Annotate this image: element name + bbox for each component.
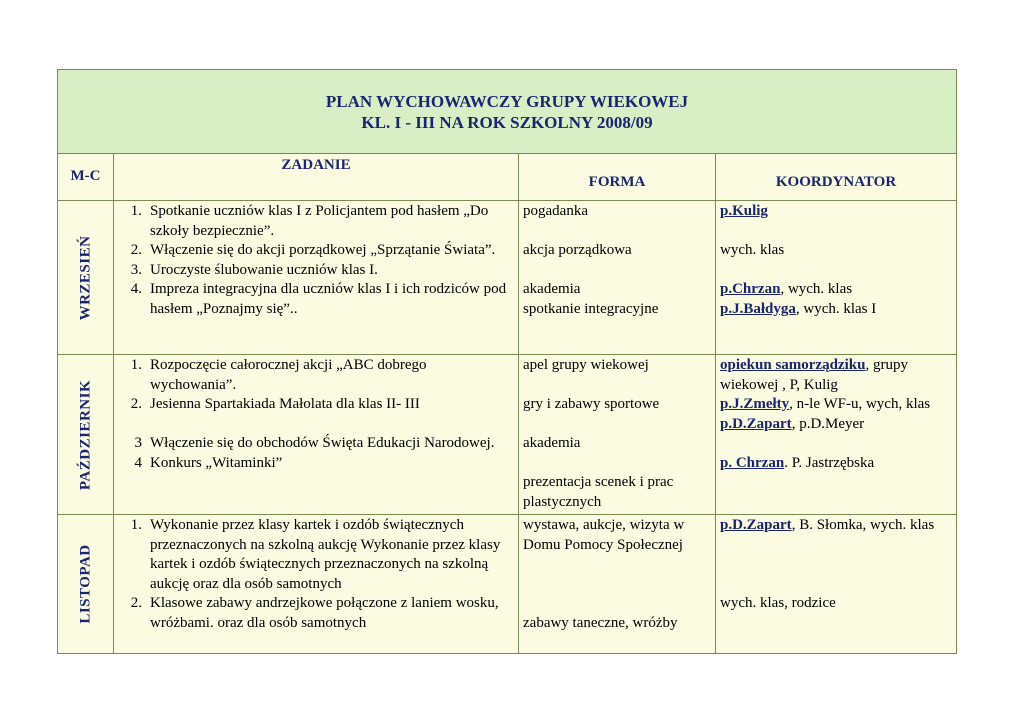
- list-item: 2. Włączenie się do akcji porządkowej „Sprzątanie Świata”.: [130, 242, 496, 258]
- header-mc: M-C: [58, 154, 114, 201]
- month-cell: [58, 355, 114, 515]
- month-cell: [58, 515, 114, 654]
- table-header-row: [58, 154, 957, 201]
- list-item: 3. Uroczyste ślubowanie uczniów klas I.: [130, 261, 378, 278]
- table-row: [58, 355, 957, 515]
- header-koordynator: KOORDYNATOR: [716, 154, 957, 201]
- month-label: PAŹDZIERNIK: [76, 379, 93, 490]
- koordynator-cell: opiekun samorządziku, grupy wiekowej , P, Kulig p.J.Zmełty, n-le WF-u, wych, klas p.D.Zapart, p.D.Meyer p. Chrzan. P. Jastrzębska: [716, 355, 957, 515]
- list-item: 2. Klasowe zabawy andrzejkowe połączone z laniem wosku, wróżbami. oraz dla osób samotnych: [130, 595, 499, 631]
- header-forma: FORMA: [519, 154, 716, 201]
- month-cell: [58, 201, 114, 355]
- task-cell: [114, 355, 519, 515]
- plan-table: [57, 69, 957, 654]
- month-label: LISTOPAD: [76, 544, 93, 624]
- list-item: 1. Rozpoczęcie całorocznej akcji „ABC dobrego wychowania”.: [130, 357, 427, 393]
- header-zadanie: ZADANIE: [114, 154, 519, 201]
- forma-cell: pogadanka akcja porządkowa akademia spotkanie integracyjne: [519, 201, 716, 355]
- list-item: 1. Wykonanie przez klasy kartek i ozdób świątecznych przeznaczonych na szkolną aukcję Wykonanie przez klasy kartek i ozdób świątecznych przeznaczonych na szkolną aukcję oraz dla osób samotnych: [130, 517, 501, 592]
- month-label: WRZESIEŃ: [76, 235, 93, 320]
- table-row: [58, 515, 957, 654]
- task-cell: [114, 201, 519, 355]
- document-title: [58, 70, 957, 154]
- forma-cell: apel grupy wiekowej gry i zabawy sportowe akademia prezentacja scenek i prac plastycznych: [519, 355, 716, 515]
- list-item: 3 Włączenie się do obchodów Święta Edukacji Narodowej.: [134, 435, 495, 451]
- table-row: [58, 201, 957, 355]
- list-item: 1. Spotkanie uczniów klas I z Policjantem pod hasłem „Do szkoły bezpiecznie”.: [130, 203, 489, 239]
- forma-cell: wystawa, aukcje, wizyta w Domu Pomocy Społecznej zabawy taneczne, wróżby: [519, 515, 716, 654]
- task-cell: [114, 515, 519, 654]
- title-line-2: KL. I - III NA ROK SZKOLNY 2008/09: [361, 112, 653, 132]
- list-item: 4. Impreza integracyjna dla uczniów klas I i ich rodziców pod hasłem „Poznajmy się”..: [130, 281, 507, 317]
- list-item: 2. Jesienna Spartakiada Małolata dla klas II- III: [130, 396, 420, 412]
- title-line-1: PLAN WYCHOWAWCZY GRUPY WIEKOWEJ: [325, 91, 689, 111]
- koordynator-cell: p.D.Zapart, B. Słomka, wych. klas wych. klas, rodzice: [716, 515, 957, 654]
- document-page: [57, 69, 956, 654]
- koordynator-cell: p.Kulig wych. klas p.Chrzan, wych. klas p.J.Bałdyga, wych. klas I: [716, 201, 957, 355]
- list-item: 4 Konkurs „Witaminki”: [134, 454, 283, 471]
